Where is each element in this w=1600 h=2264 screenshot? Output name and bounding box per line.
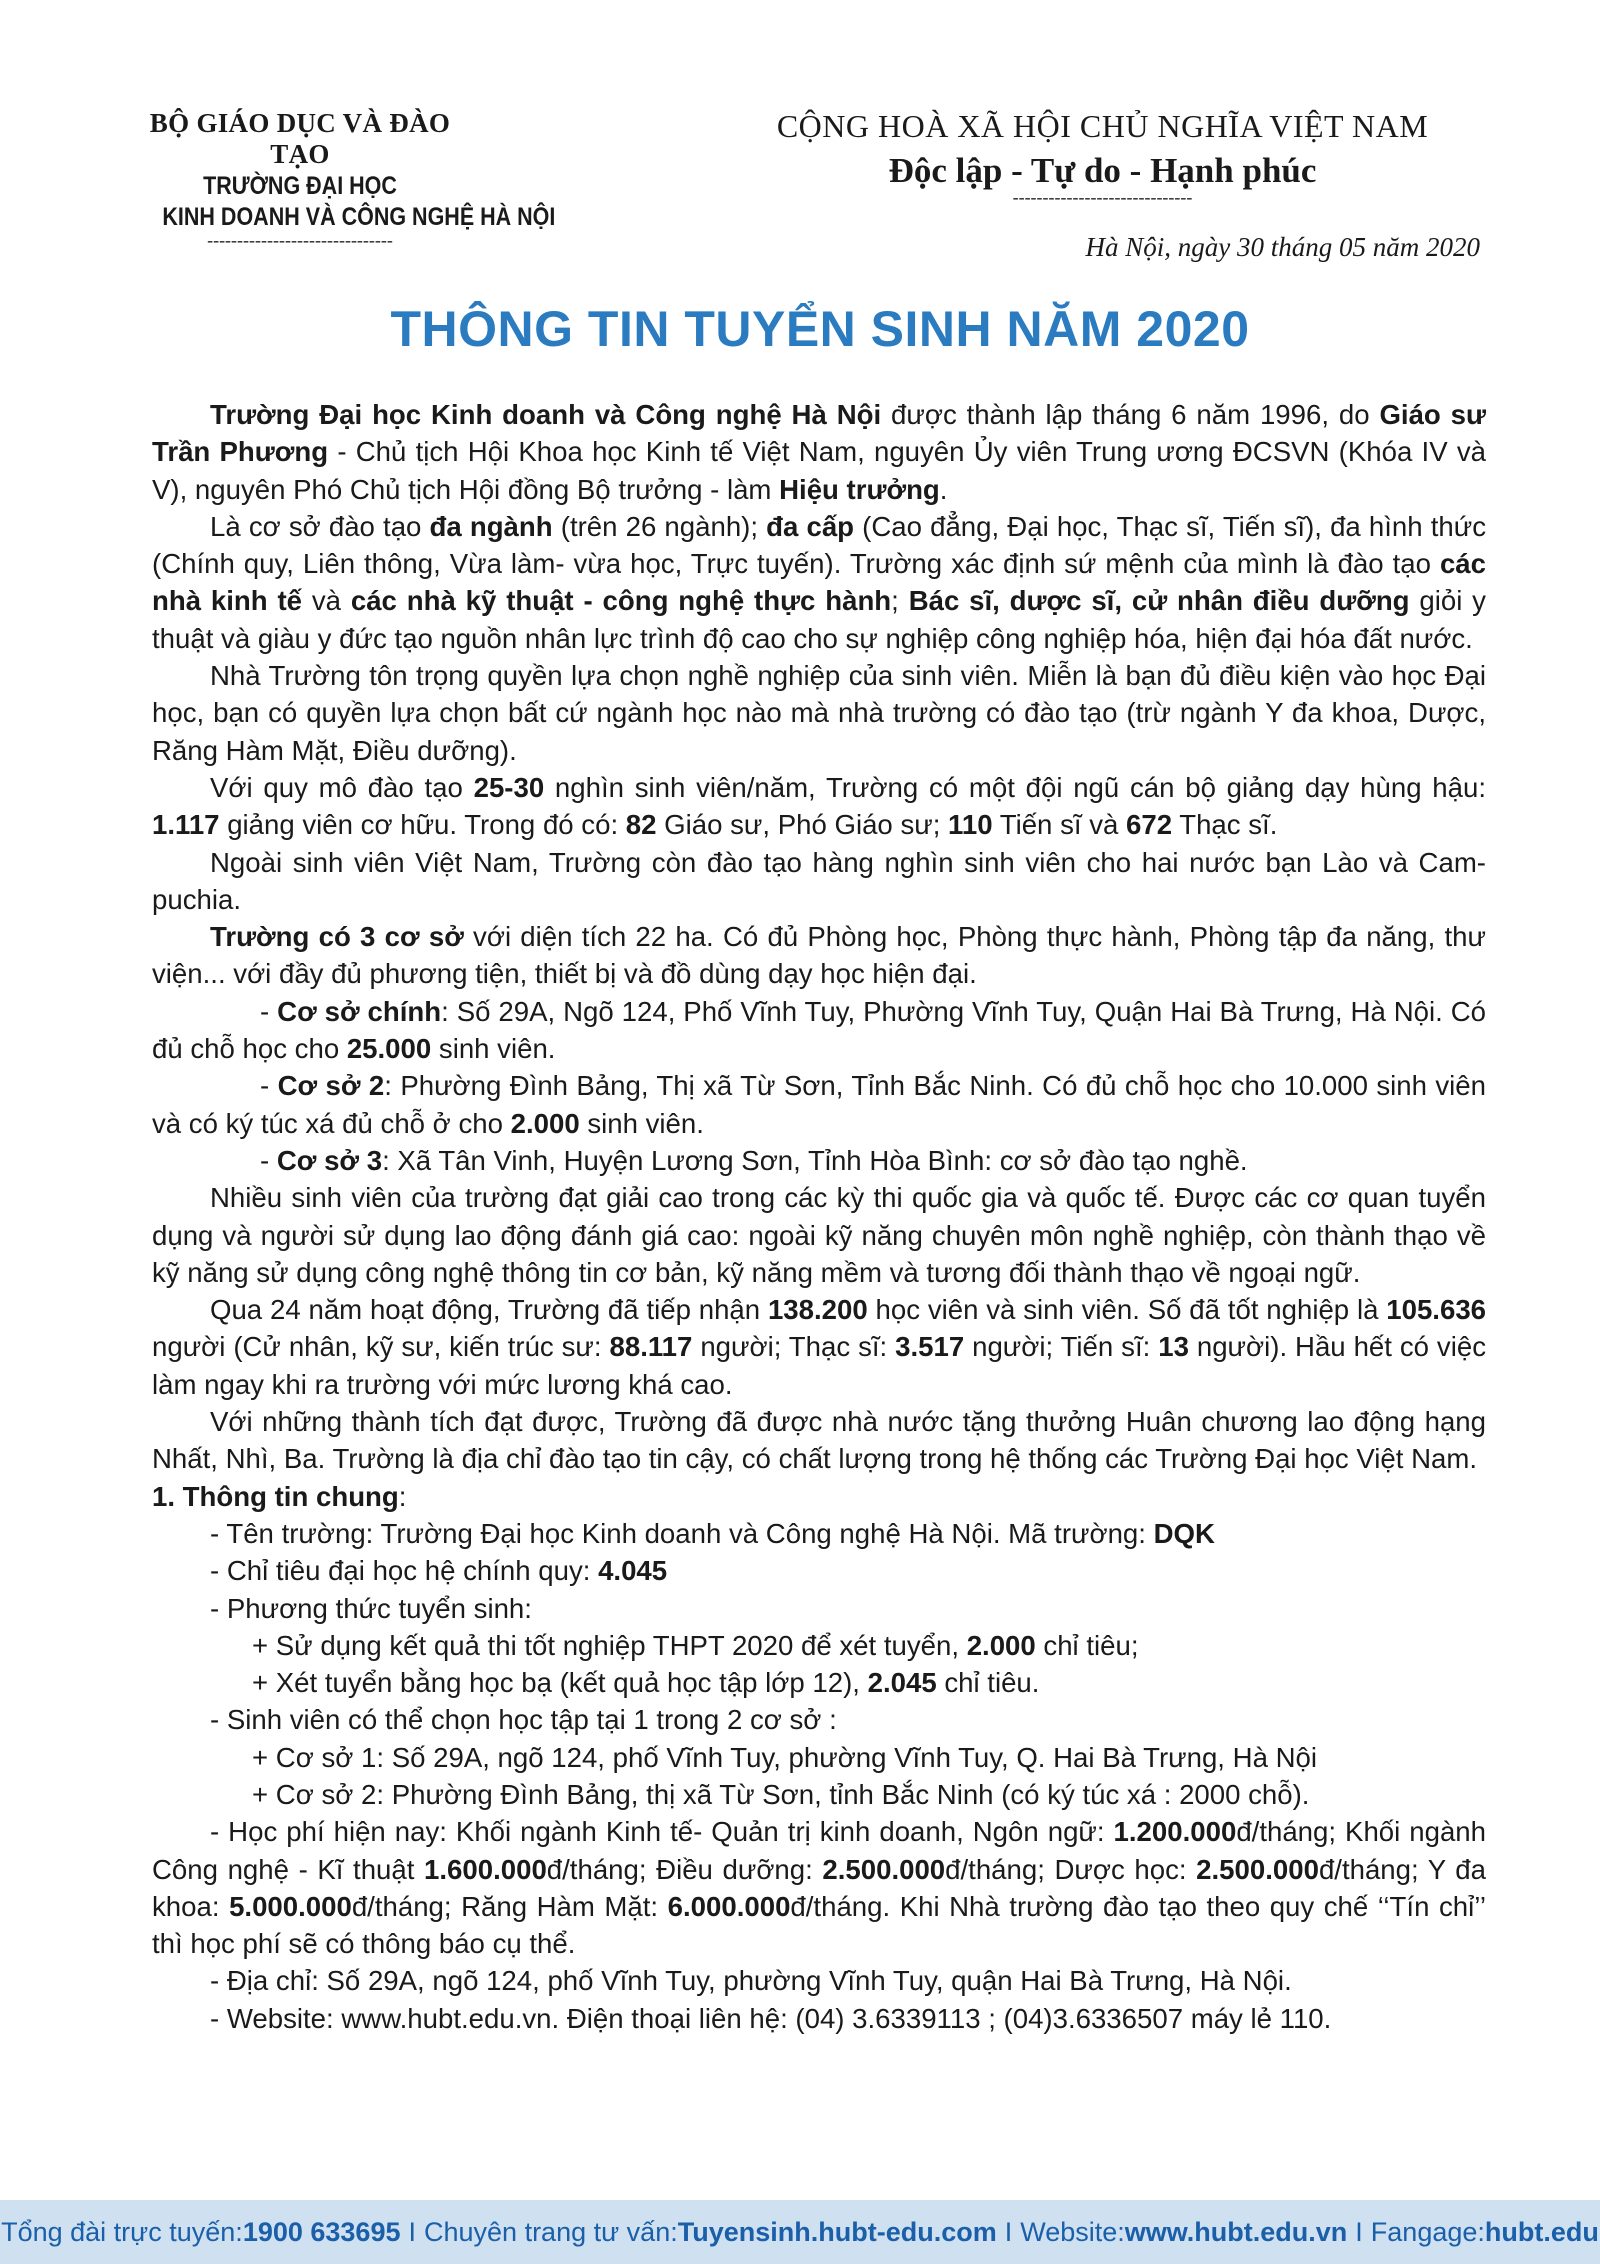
text-run: và (302, 585, 351, 617)
text-run: người; Tiến sĩ: (964, 1331, 1159, 1363)
text-run: nghìn sinh viên/năm, Trường có một đội ngũ cán bộ giảng dạy hùng hậu: (544, 771, 1486, 803)
consult-label: Chuyên trang tư vấn: (424, 2216, 678, 2247)
body-paragraph (152, 396, 1486, 508)
text-run: đ/tháng; Răng Hàm Mặt: (351, 1890, 668, 1922)
text-run: - Địa chỉ: Số 29A, ngõ 124, phố Vĩnh Tuy, phường Vĩnh Tuy, quận Hai Bà Trưng, Hà Nội. (210, 1965, 1292, 1997)
bold-text: 1.600.000 (424, 1853, 547, 1885)
info-item (152, 1590, 1486, 1627)
body-paragraph (152, 918, 1486, 993)
body-paragraph (152, 993, 1486, 1068)
body-paragraph (152, 769, 1486, 844)
bold-text: Cơ sở chính (277, 995, 442, 1027)
text-run: đ/tháng; Y đa khoa: (152, 1853, 1486, 1922)
text-run: Giáo sư, Phó Giáo sư; (656, 809, 949, 841)
body-paragraph (152, 1179, 1486, 1291)
hotline-label: Tổng đài trực tuyến: (1, 2216, 243, 2247)
bold-text: 672 (1126, 809, 1173, 841)
text-run: + Cơ sở 1: Số 29A, ngõ 124, phố Vĩnh Tuy, phường Vĩnh Tuy, Q. Hai Bà Trưng, Hà Nội (252, 1741, 1317, 1773)
bold-text: Giáo sư Trần Phương (152, 399, 1486, 468)
bold-text: 4.045 (598, 1555, 668, 1587)
text-run: - Phương thức tuyển sinh: (210, 1592, 532, 1624)
page-title: THÔNG TIN TUYỂN SINH NĂM 2020 (390, 301, 1250, 357)
national-header (735, 108, 1470, 208)
text-run: Với những thành tích đạt được, Trường đã được nhà nước tặng thưởng Huân chương lao động hạng Nhất, Nhì, Ba. Trường là địa chỉ đào tạo tin cậy, có chất lượng trong hệ thống các Trường Đại học Việt Nam. (152, 1406, 1486, 1475)
document-date: Hà Nội, ngày 30 tháng 05 năm 2020 (1085, 232, 1480, 262)
text-run: + Cơ sở 2: Phường Đình Bảng, thị xã Từ Sơn, tỉnh Bắc Ninh (có ký túc xá : 2000 chỗ). (252, 1778, 1310, 1810)
bold-text: 1.200.000 (1113, 1816, 1237, 1848)
text-run: đ/tháng; Khối ngành Công nghệ - Kĩ thuật (152, 1816, 1486, 1885)
school-name-line1: TRƯỜNG ĐẠI HỌC (203, 172, 397, 200)
info-item (152, 1701, 1486, 1738)
text-run: : Xã Tân Vinh, Huyện Lương Sơn, Tỉnh Hòa Bình: cơ sở đào tạo nghề. (382, 1144, 1248, 1176)
text-run: Qua 24 năm hoạt động, Trường đã tiếp nhận (210, 1294, 768, 1326)
text-run: Thạc sĩ. (1172, 809, 1278, 841)
text-run: - (260, 995, 278, 1027)
bold-text: Cơ sở 3 (276, 1144, 383, 1176)
info-item (152, 1962, 1486, 1999)
bold-text: đa ngành (429, 510, 553, 542)
text-run: + Sử dụng kết quả thi tốt nghiệp THPT 2020 để xét tuyển, (252, 1629, 967, 1661)
text-run: . (939, 473, 948, 505)
section-heading (152, 1478, 1486, 1515)
bold-text: 1.117 (152, 809, 220, 841)
motto-divider: ------------------------------ (1012, 187, 1193, 207)
bold-text: Bác sĩ, dược sĩ, cử nhân điều dưỡng (908, 585, 1410, 617)
bold-text: 2.500.000 (1196, 1853, 1319, 1885)
info-item (152, 1552, 1486, 1589)
text-run: Là cơ sở đào tạo (210, 510, 430, 542)
bold-text: 25.000 (346, 1033, 432, 1065)
section-heading-text: 1. Thông tin chung (152, 1480, 399, 1512)
bold-text: 2.500.000 (822, 1853, 946, 1885)
website-link[interactable]: www.hubt.edu.vn (1124, 2216, 1348, 2247)
text-run: - (260, 1070, 278, 1102)
text-run: Tiến sĩ và (992, 809, 1127, 841)
text-run: sinh viên. (579, 1107, 704, 1139)
bold-text: các nhà kỹ thuật - công nghệ thực hành (350, 585, 892, 617)
text-run: ; (891, 585, 909, 617)
body-paragraph (152, 1403, 1486, 1478)
body-paragraph (152, 1142, 1486, 1179)
issuer-header (140, 108, 556, 251)
school-name-line2: KINH DOANH VÀ CÔNG NGHỆ HÀ NỘI (162, 203, 556, 231)
general-info-list (152, 1515, 1486, 2037)
text-run: Ngoài sinh viên Việt Nam, Trường còn đào tạo hàng nghìn sinh viên cho hai nước bạn Lào và Cam-puchia. (152, 846, 1486, 915)
info-item (152, 1664, 1486, 1701)
bold-text: 2.000 (966, 1629, 1036, 1661)
bold-text: 105.636 (1386, 1294, 1487, 1326)
text-run: : Phường Đình Bảng, Thị xã Từ Sơn, Tỉnh Bắc Ninh. Có đủ chỗ học cho 10.000 sinh viên và có ký túc xá đủ chỗ ở cho (152, 1070, 1486, 1139)
text-run: - Sinh viên có thể chọn học tập tại 1 trong 2 cơ sở : (210, 1704, 837, 1736)
text-run: - Website: www.hubt.edu.vn. Điện thoại liên hệ: (04) 3.6339113 ; (04)3.6336507 máy lẻ 110. (210, 2002, 1332, 2034)
consult-link[interactable]: Tuyensinh.hubt-edu.com (677, 2216, 997, 2247)
text-run: (trên 26 ngành); (552, 510, 767, 542)
footer-separator: I (1355, 2216, 1363, 2247)
text-run: đ/tháng; Điều dưỡng: (546, 1853, 823, 1885)
text-run: học viên và sinh viên. Số đã tốt nghiệp là (867, 1294, 1387, 1326)
info-item (152, 1627, 1486, 1664)
bold-text: Cơ sở 2 (277, 1070, 385, 1102)
bold-text: DQK (1153, 1517, 1215, 1549)
bold-text: 88.117 (609, 1331, 693, 1363)
bold-text: 2.000 (510, 1107, 580, 1139)
body-paragraph (152, 508, 1486, 657)
national-motto: Độc lập - Tự do - Hạnh phúc (888, 151, 1317, 190)
text-run: đ/tháng; Dược học: (945, 1853, 1197, 1885)
text-run: - Chỉ tiêu đại học hệ chính quy: (210, 1555, 599, 1587)
text-run: chỉ tiêu. (936, 1667, 1040, 1699)
bold-text: 25-30 (473, 771, 545, 803)
text-run: Với quy mô đào tạo (210, 771, 474, 803)
info-item (152, 2000, 1486, 2037)
bold-text: Trường có 3 cơ sở (210, 921, 464, 953)
fanpage-label: Fangage: (1370, 2216, 1485, 2247)
text-run: người; Thạc sĩ: (692, 1331, 896, 1363)
text-run: - Tên trường: Trường Đại học Kinh doanh và Công nghệ Hà Nội. Mã trường: (210, 1517, 1154, 1549)
document-body (152, 396, 1486, 2037)
body-paragraph (152, 1067, 1486, 1142)
text-run: Nhiều sinh viên của trường đạt giải cao trong các kỳ thi quốc gia và quốc tế. Được các cơ quan tuyển dụng và người sử dụng lao động đánh giá cao: ngoài kỹ năng chuyên môn nghề nghiệp, còn thành thạo về kỹ năng sử dụng công nghệ thông tin cơ bản, kỹ năng mềm và tương đối thành thạo về ngoại ngữ. (152, 1182, 1486, 1288)
text-run: được thành lập tháng 6 năm 1996, do (881, 399, 1380, 430)
bold-text: Trường Đại học Kinh doanh và Công nghệ Hà Nội (210, 399, 882, 430)
text-run: + Xét tuyển bằng học bạ (kết quả học tập lớp 12), (252, 1667, 868, 1699)
website-label: Website: (1020, 2216, 1125, 2247)
text-run: - Học phí hiện nay: Khối ngành Kinh tế- Quản trị kinh doanh, Ngôn ngữ: (210, 1816, 1114, 1848)
contact-footer (0, 2200, 1600, 2264)
bold-text: 110 (948, 809, 993, 841)
fanpage-link[interactable]: hubt.edu (1484, 2216, 1599, 2247)
text-run: giảng viên cơ hữu. Trong đó có: (219, 809, 626, 841)
intro-paragraphs (152, 396, 1486, 1478)
text-run: người (Cử nhân, kỹ sư, kiến trúc sư: (152, 1331, 610, 1363)
bold-text: 6.000.000 (667, 1890, 791, 1922)
bold-text: 3.517 (895, 1331, 965, 1363)
body-paragraph (152, 1291, 1486, 1403)
country-name: CỘNG HOÀ XÃ HỘI CHỦ NGHĨA VIỆT NAM (776, 108, 1429, 144)
text-run: - (260, 1144, 277, 1176)
info-item (152, 1515, 1486, 1552)
bold-text: Hiệu trưởng (779, 473, 940, 505)
text-run: Nhà Trường tôn trọng quyền lựa chọn nghề nghiệp của sinh viên. Miễn là bạn đủ điều kiện vào học Đại học, bạn có quyền lựa chọn bất cứ ngành học nào mà nhà trường có đào tạo (trừ ngành Y đa khoa, Dược, Răng Hàm Mặt, Điều dưỡng). (152, 660, 1486, 766)
bold-text: 13 (1158, 1331, 1189, 1363)
info-item (152, 1776, 1486, 1813)
text-run: sinh viên. (431, 1033, 556, 1065)
text-run: : Số 29A, Ngõ 124, Phố Vĩnh Tuy, Phường Vĩnh Tuy, Quận Hai Bà Trưng, Hà Nội. Có đủ chỗ học cho (152, 995, 1487, 1065)
text-run: với diện tích 22 ha. Có đủ Phòng học, Phòng thực hành, Phòng tập đa năng, thư viện... với đầy đủ phương tiện, thiết bị và đồ dùng dạy học hiện đại. (152, 921, 1486, 990)
ministry-name: BỘ GIÁO DỤC VÀ ĐÀO TẠO (149, 108, 451, 169)
text-run: giỏi y thuật và giàu y đức tạo nguồn nhân lực trình độ cao cho sự nghiệp công nghiệp hóa, hiện đại hóa đất nước. (152, 585, 1486, 654)
info-item (152, 1739, 1486, 1776)
bold-text: các nhà kinh tế (152, 548, 1486, 617)
bold-text: 5.000.000 (229, 1890, 352, 1922)
footer-separator: I (1004, 2216, 1013, 2247)
bold-text: 2.045 (867, 1667, 937, 1699)
body-paragraph (152, 844, 1486, 919)
text-run: người). Hầu hết có việc làm ngay khi ra trường với mức lương khá cao. (152, 1331, 1486, 1400)
text-run: (Cao đẳng, Đại học, Thạc sĩ, Tiến sĩ), đa hình thức (Chính quy, Liên thông, Vừa làm- vừa học, Trực tuyến). Trường xác định sứ mệnh của mình là đào tạo (152, 510, 1486, 580)
bold-text: 138.200 (767, 1294, 868, 1326)
text-run: chỉ tiêu; (1035, 1629, 1139, 1661)
text-run: đ/tháng. Khi Nhà trường đào tạo theo quy chế ‘‘Tín chỉ’’ thì học phí sẽ có thông báo cụ thể. (152, 1890, 1487, 1960)
text-run: - Chủ tịch Hội Khoa học Kinh tế Việt Nam, nguyên Ủy viên Trung ương ĐCSVN (Khóa IV và V), nguyên Phó Chủ tịch Hội đồng Bộ trưởng - làm (152, 436, 1486, 505)
hotline-number[interactable]: 1900 633695 (242, 2216, 401, 2247)
info-item (152, 1813, 1486, 1962)
bold-text: 82 (625, 809, 657, 841)
section-heading-colon: : (398, 1480, 407, 1512)
body-paragraph (152, 657, 1486, 769)
footer-separator: I (408, 2216, 416, 2247)
bold-text: đa cấp (766, 510, 855, 542)
issuer-divider: ------------------------------- (207, 230, 393, 250)
